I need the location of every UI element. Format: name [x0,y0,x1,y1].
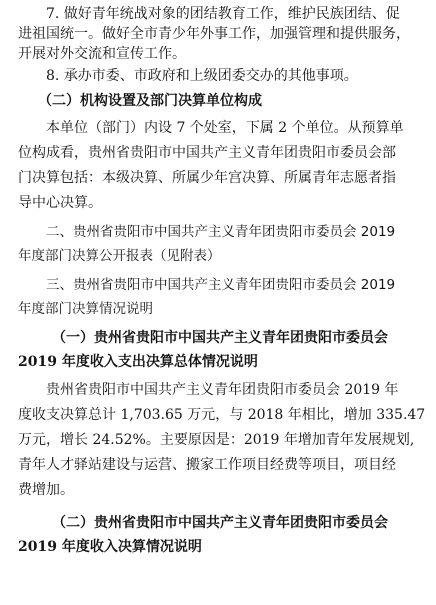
item7-line-1: 7. 做好青年统战对象的团结教育工作，维护民族团结、促 [46,6,400,22]
section2-line-2: 年度部门决算公开报表（见附表） [18,248,221,264]
sub1-heading-line-2: 2019 年度收入支出决算总体情况说明 [18,354,258,370]
summary-line-5: 费增加。 [18,482,74,498]
section3-line-1: 三、贵州省贵阳市中国共产主义青年团贵阳市委员会 2019 [46,277,396,293]
structure-line-1: 本单位（部门）内设 7 个处室，下属 2 个单位。从预算单 [46,120,404,136]
item8-line-1: 8. 承办市委、市政府和上级团委交办的其他事项。 [46,68,358,84]
summary-line-4: 青年人才驿站建设与运营、搬家工作项目经费等项目，项目经 [18,457,396,473]
summary-line-1: 贵州省贵阳市中国共产主义青年团贵阳市委员会 2019 年 [46,382,399,398]
structure-line-3: 门决算包括：本级决算、所属少年宫决算、所属青年志愿者指 [18,170,396,186]
sub2-heading-line-2: 2019 年度收入决算情况说明 [18,539,202,555]
item7-line-2: 进祖国统一。做好全市青少年外事工作，加强管理和提供服务， [18,26,410,42]
summary-line-3: 万元，增长 24.52%。主要原因是：2019 年增加青年发展规划, [18,432,415,448]
section3-line-2: 年度部门决算情况说明 [18,301,153,317]
sub1-heading-line-1: （一）贵州省贵阳市中国共产主义青年团贵阳市委员会 [52,330,388,346]
item7-line-3: 开展对外交流和宣传工作。 [18,46,186,62]
summary-line-2: 度收支决算总计 1,703.65 万元，与 2018 年相比，增加 335.47 [18,407,426,423]
section2-line-1: 二、贵州省贵阳市中国共产主义青年团贵阳市委员会 2019 [46,224,396,240]
structure-line-2: 位构成看，贵州省贵阳市中国共产主义青年团贵阳市委员会部 [18,145,396,161]
org-structure-heading: （二）机构设置及部门决算单位构成 [38,93,262,109]
sub2-heading-line-1: （二）贵州省贵阳市中国共产主义青年团贵阳市委员会 [52,515,388,531]
structure-line-4: 导中心决算。 [18,195,102,211]
